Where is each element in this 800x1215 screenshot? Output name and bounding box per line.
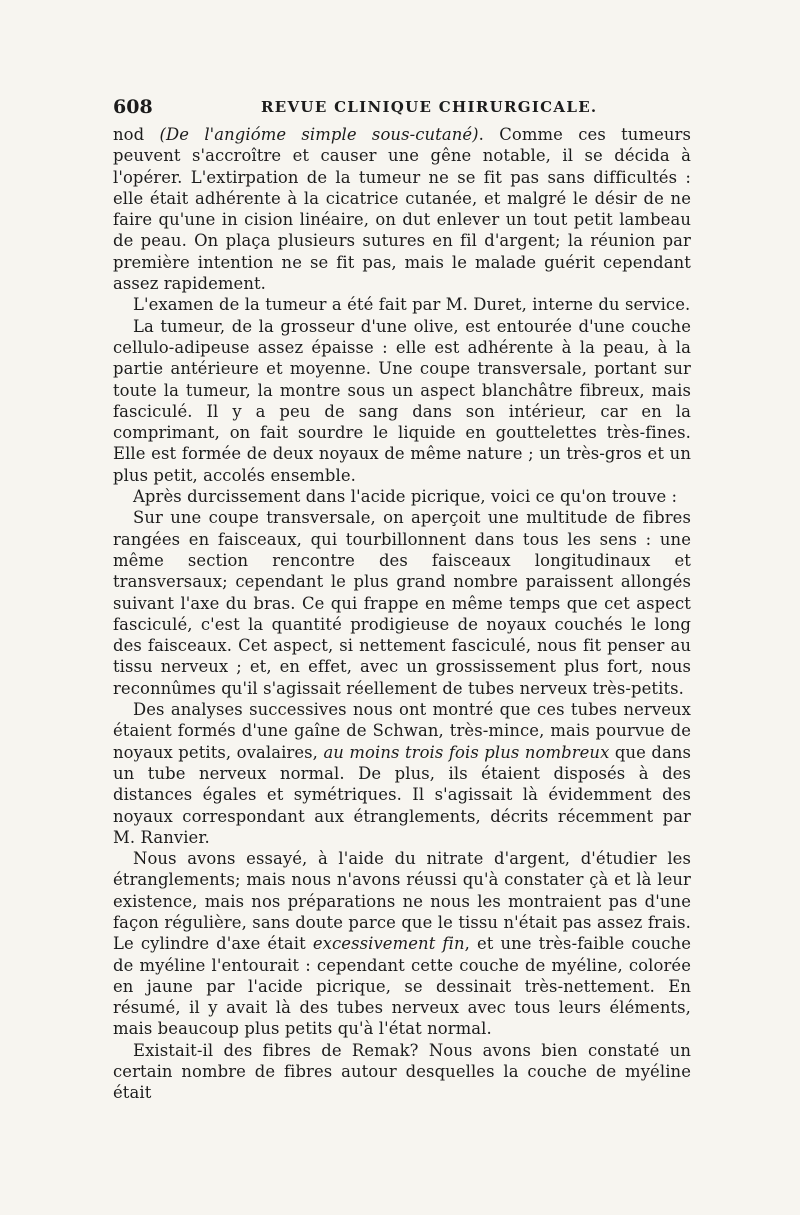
paragraph-7-after: , et une très-faible couche de myéline l'entourait : cependant cette couche de myéline, colorée en jaune par l'acide picrique, se dessinait très-nettement. En résumé, il y avait là des tubes nerveux avec tous leurs éléments, mais beaucoup plus petits qu'à l'état normal. (113, 934, 692, 1039)
paragraph-1 (113, 124, 691, 294)
paragraph-6-italic: au moins trois fois plus nombreux (323, 742, 610, 762)
paragraph-5: Sur une coupe transversale, on aperçoit une multitude de fibres rangées en faisceaux, qui tourbillonnent dans tous les sens : une même section rencontre des faisceaux longitudinaux et transversaux; cependant le plus grand nombre paraissent allongés suivant l'axe du bras. Ce qui frappe en même temps que cet aspect fasciculé, c'est la quantité prodigieuse de noyaux couchés le long des faisceaux. Cet aspect, si nettement fasciculé, nous fit penser au tissu nerveux ; et, en effet, avec un grossissement plus fort, nous reconnûmes qu'il s'agissait réellement de tubes nerveux très-petits. (113, 508, 691, 698)
page-header (113, 96, 691, 120)
paragraph-4: Après durcissement dans l'acide picrique, voici ce qu'on trouve : (133, 487, 678, 507)
body-text (113, 124, 691, 1104)
paragraph-1-title-italic: (De l'angióme simple sous-cutané) (159, 125, 479, 144)
paragraph-2: L'examen de la tumeur a été fait par M. Duret, interne du service. (133, 295, 691, 315)
running-title: REVUE CLINIQUE CHIRURGICALE. (261, 98, 598, 116)
paragraph-8: Existait-il des fibres de Remak? Nous avons bien constaté un certain nombre de fibres autour desquelles la couche de myéline était (113, 1040, 691, 1103)
paragraph-1-lead: nod (113, 125, 160, 144)
page-number: 608 (113, 96, 153, 118)
paragraph-7-before: Nous avons essayé, à l'aide du nitrate d'argent, d'étudier les étranglements; mais nous n'avons réussi qu'à constater çà et là leur existence, mais nos préparations ne nous les montraient pas d'une façon régulière, sans doute parce que le tissu n'était pas assez frais. Le cylindre d'axe était (113, 849, 691, 954)
paragraph-1-rest: . Comme ces tumeurs peuvent s'accroître et causer une gêne notable, il se décida à l'opérer. L'extirpation de la tumeur ne se fit pas sans difficultés : elle était adhérente à la cicatrice cutanée, et malgré le désir de ne faire qu'une in cision linéaire, on dut enlever un tout petit lambeau de peau. On plaça plusieurs sutures en fil d'argent; la réunion par première intention ne se fit pas, mais le malade guérit cependant assez rapidement. (113, 125, 691, 294)
paragraph-7 (113, 848, 691, 1040)
paragraph-3: La tumeur, de la grosseur d'une olive, est entourée d'une couche cellulo-adipeuse assez épaisse : elle est adhérente à la peau, à la partie antérieure et moyenne. Une coupe transversale, portant sur toute la tumeur, la montre sous un aspect blanchâtre fibreux, mais fasciculé. Il y a peu de sang dans son intérieur, car en la comprimant, on fait sourdre le liquide en gouttelettes très-fines. Elle est formée de deux noyaux de même nature ; un très-gros et un plus petit, accolés ensemble. (113, 316, 691, 485)
paragraph-6-after: que dans un tube nerveux normal. De plus, ils étaient disposés à des distances égales et symétriques. Il s'agissait là évidemment des noyaux correspondant aux étranglements, décrits récemment par M. Ranvier. (113, 742, 692, 847)
paragraph-7-italic: excessivement fin (312, 934, 465, 954)
paragraph-6 (113, 699, 691, 848)
paragraph-6-before: Des analyses successives nous ont montré que ces tubes nerveux étaient formés d'une gaîne de Schwan, très-mince, mais pourvue de noyaux petits, ovalaires, (113, 700, 691, 762)
